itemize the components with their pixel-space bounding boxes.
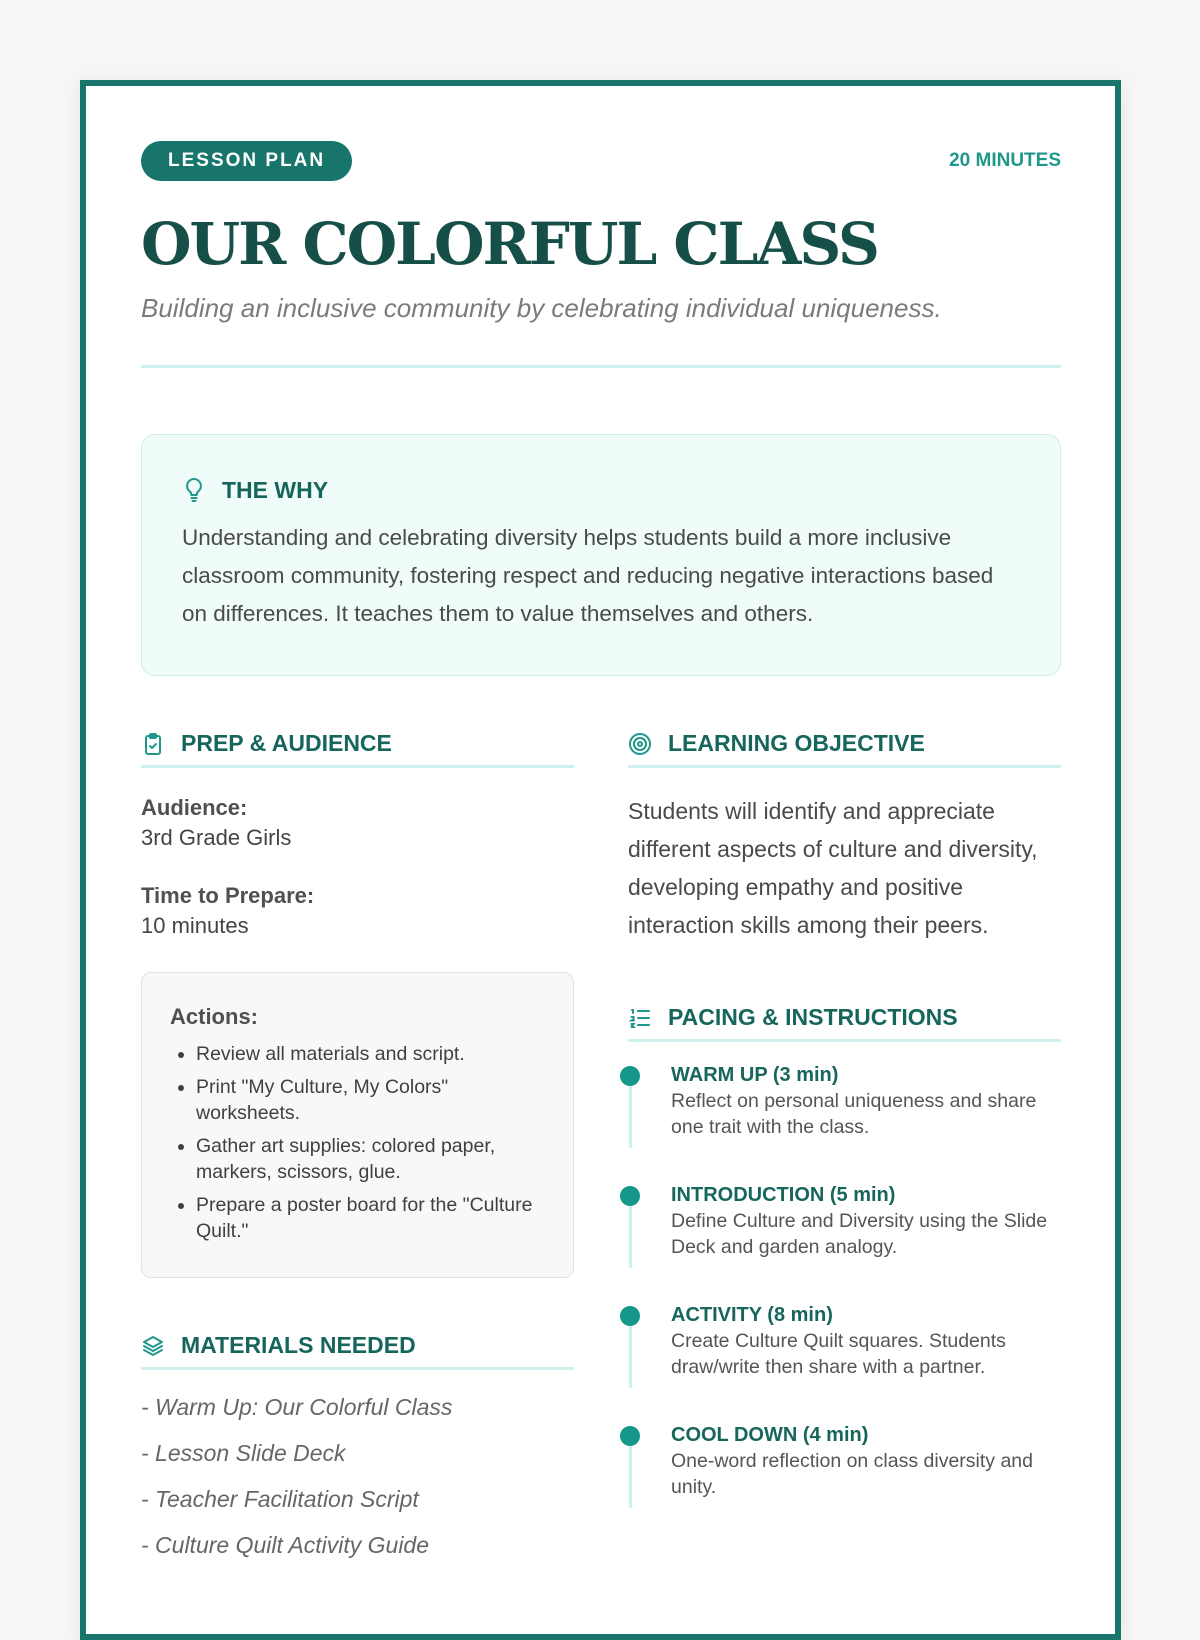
lightbulb-icon [182,476,206,504]
lesson-plan-card [80,80,1121,1640]
timeline-step [628,1182,1061,1302]
timeline-dot [620,1066,640,1086]
actions-box [141,972,574,1278]
timeline-line [629,1086,632,1148]
lesson-plan-badge: LESSON PLAN [141,141,352,181]
card-content [141,141,1061,1576]
timeline-step [628,1302,1061,1422]
prep-title: PREP & AUDIENCE [181,730,392,756]
right-column [628,728,1061,1576]
list-item: - Teacher Facilitation Script [141,1486,419,1512]
prep-time-label: Time to Prepare: [141,883,315,908]
page-subtitle: Building an inclusive community by celebrating individual uniqueness. [141,293,942,323]
left-column [141,728,574,1576]
list-ordered-icon [628,1006,652,1030]
objective-title: LEARNING OBJECTIVE [668,730,925,756]
timeline-dot [620,1426,640,1446]
audience-label: Audience: [141,795,248,820]
materials-list [141,1392,574,1560]
pacing-title: PACING & INSTRUCTIONS [668,1004,958,1030]
timeline-dot [620,1186,640,1206]
step-title: INTRODUCTION (5 min) [671,1184,896,1206]
step-description: One-word reflection on class diversity and unity. [671,1450,1033,1498]
timeline-dot [620,1306,640,1326]
objective-text: Students will identify and appreciate different aspects of culture and diversity, developing empathy and positive interaction skills among their peers. [628,798,1038,938]
list-item: • Review all materials and script. [196,1041,545,1067]
materials-header [141,1330,574,1370]
page-title: OUR COLORFUL CLASS [141,210,878,278]
actions-title: Actions: [170,1004,258,1029]
two-column-layout [141,728,1061,1576]
timeline-step [628,1062,1061,1182]
clipboard-check-icon [141,732,165,756]
timeline-step [628,1422,1061,1542]
pacing-timeline [628,1062,1061,1542]
step-title: WARM UP (3 min) [671,1064,839,1086]
step-description: Reflect on personal uniqueness and share one trait with the class. [671,1090,1037,1138]
prep-header [141,728,574,768]
card-header [141,141,1061,181]
timeline-line [629,1206,632,1268]
layers-icon [141,1334,165,1358]
list-item: • Gather art supplies: colored paper, markers, scissors, glue. [196,1133,545,1185]
header-divider [141,365,1061,368]
step-description: Define Culture and Diversity using the Slide Deck and garden analogy. [671,1210,1048,1258]
timeline-line [629,1446,632,1508]
list-item: • Prepare a poster board for the "Culture Quilt." [196,1192,545,1244]
why-callout [141,434,1061,676]
target-icon [628,732,652,756]
timeline-line [629,1326,632,1388]
duration-label: 20 MINUTES [949,150,1061,171]
objective-header [628,728,1061,768]
prep-time-value: 10 minutes [141,913,249,938]
step-title: ACTIVITY (8 min) [671,1304,833,1326]
pacing-section [628,1002,1061,1542]
why-title: THE WHY [222,476,329,503]
materials-title: MATERIALS NEEDED [181,1332,416,1358]
list-item: - Culture Quilt Activity Guide [141,1532,430,1558]
list-item: - Lesson Slide Deck [141,1440,346,1466]
list-item: - Warm Up: Our Colorful Class [141,1394,453,1420]
actions-list [170,1041,545,1244]
step-title: COOL DOWN (4 min) [671,1424,869,1446]
why-header [182,473,1020,507]
list-item: • Print "My Culture, My Colors" worksheets. [196,1074,545,1126]
step-description: Create Culture Quilt squares. Students draw/write then share with a partner. [671,1330,1006,1378]
audience-value: 3rd Grade Girls [141,825,292,850]
materials-section [141,1330,574,1560]
pacing-header [628,1002,1061,1042]
why-text: Understanding and celebrating diversity helps students build a more inclusive classroom community, fostering respect and reducing negative interactions based on differences. It teaches them to value themselves and others. [182,525,994,626]
